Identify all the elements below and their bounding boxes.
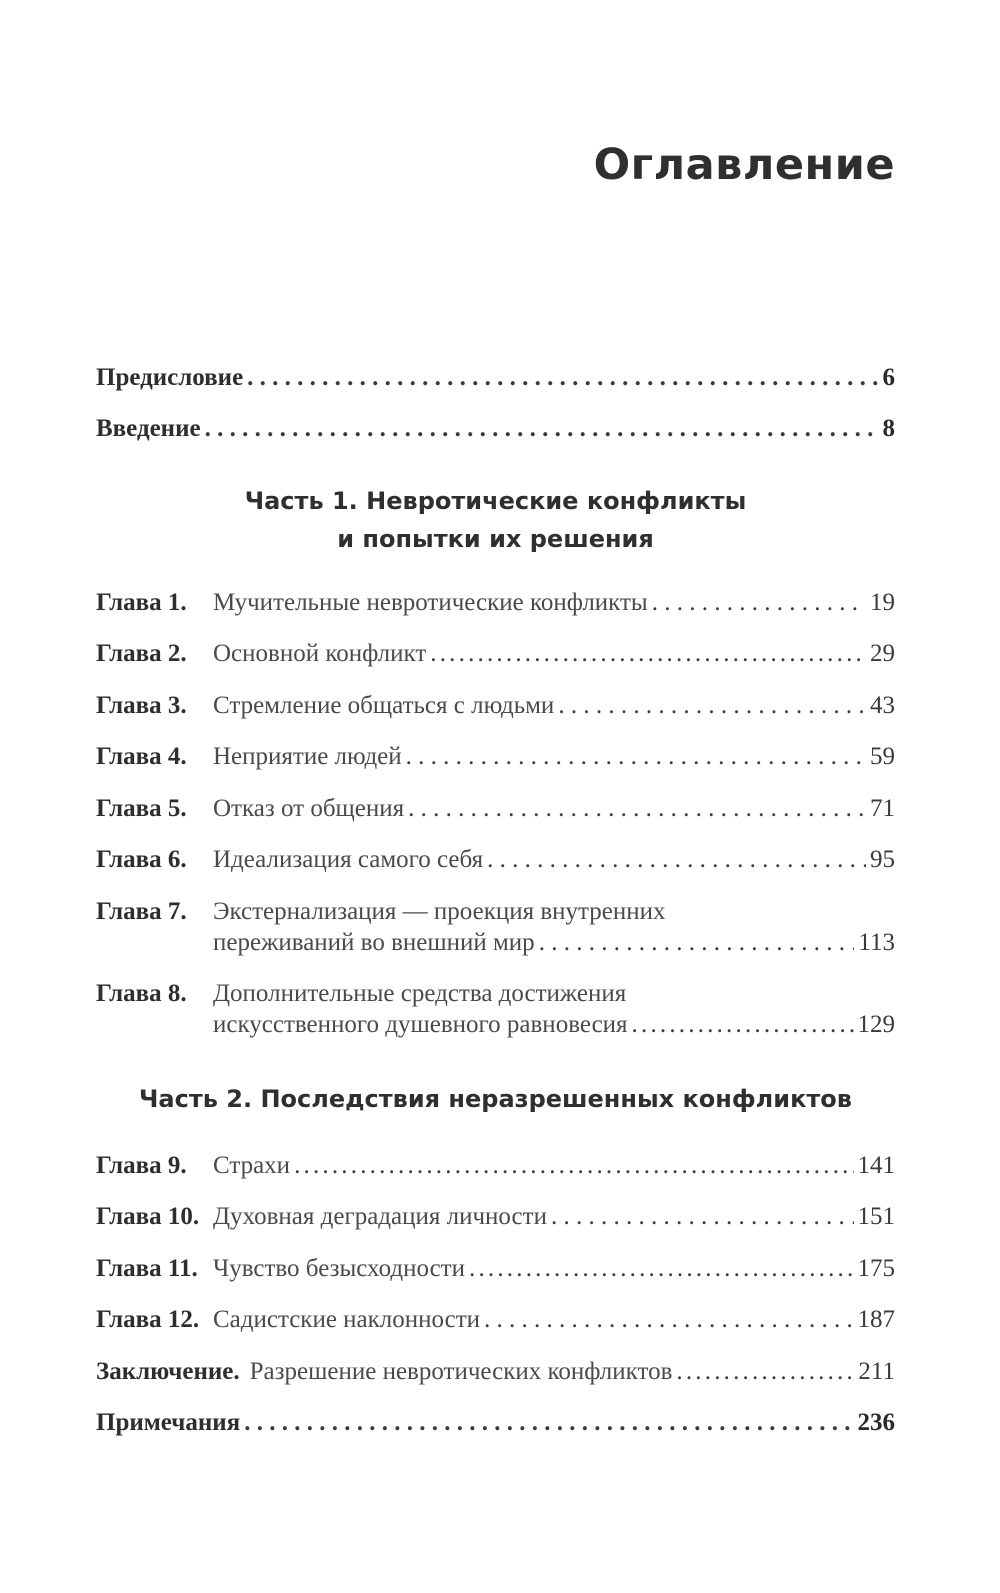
dot-leader [676,1356,854,1387]
chapter-label: Глава 6. [96,846,187,873]
dot-leader [205,413,879,444]
entry-label: Предисловие [96,364,244,391]
chapter-label: Глава 9. [96,1152,187,1179]
page-number: 19 [870,589,895,616]
chapter-title: Чувство безысходности [213,1255,465,1282]
page-number: 236 [857,1409,895,1436]
dot-leader [408,793,866,824]
chapter-title: Мучительные невротические конфликты [213,589,648,616]
chapter-title: Основной конфликт [213,640,427,667]
chapter-title: Дополнительные средства достижения [213,980,627,1007]
toc-entry-conclusion [96,1356,895,1387]
chapter-label: Глава 2. [96,640,187,667]
page-number: 129 [857,1011,895,1038]
chapter-label: Глава 4. [96,743,187,770]
toc-entry-chapter-10 [96,1201,895,1232]
chapter-title: Идеализация самого себя [213,846,484,873]
chapter-label: Глава 5. [96,795,187,822]
dot-leader [430,638,866,669]
page-number: 71 [870,795,895,822]
page-number: 151 [857,1203,895,1230]
chapter-label: Глава 3. [96,692,187,719]
toc-entry-preface [96,362,895,393]
entry-label: Заключение. [96,1358,240,1385]
part-1-heading [96,482,895,558]
toc-entry-chapter-4 [96,741,895,772]
toc-entry-introduction [96,413,895,444]
chapter-label: Глава 12. [96,1306,200,1333]
chapter-label: Глава 8. [96,980,187,1007]
page-title: Оглавление [593,140,895,190]
dot-leader [487,844,866,875]
dot-leader [469,1253,854,1284]
chapter-label: Глава 7. [96,898,187,925]
toc-entry-chapter-6 [96,844,895,875]
chapter-title: Экстернализация — проекция внутренних [213,898,666,925]
part-2-heading: Часть 2. Последствия неразрешенных конфликтов [139,1085,852,1113]
toc-entry-chapter-9 [96,1150,895,1181]
toc-entry-chapter-11 [96,1253,895,1284]
dot-leader [294,1150,853,1181]
toc-entry-chapter-1 [96,587,895,618]
dot-leader [484,1304,853,1335]
entry-label: Введение [96,415,201,442]
dot-leader [244,1407,853,1438]
toc-entry-chapter-3 [96,690,895,721]
toc-entry-chapter-12 [96,1304,895,1335]
chapter-title: Садистские наклонности [213,1306,481,1333]
chapter-title: Страхи [213,1152,291,1179]
toc-entry-notes [96,1407,895,1438]
conclusion-title: Разрешение невротических конфликтов [249,1358,673,1385]
dot-leader [652,587,866,618]
chapter-title-continued: переживаний во внешний мир [213,929,535,956]
chapter-label: Глава 10. [96,1203,200,1230]
toc-entry-chapter-5 [96,793,895,824]
page-number: 95 [870,846,895,873]
page-number: 6 [882,364,895,391]
page-number: 113 [858,929,895,956]
chapter-label: Глава 11. [96,1255,198,1282]
dot-leader [247,362,878,393]
entry-label: Примечания [96,1409,241,1436]
toc-entry-chapter-2 [96,638,895,669]
page-number: 141 [857,1152,895,1179]
page-number: 43 [870,692,895,719]
chapter-title: Неприятие людей [213,743,402,770]
part-1-heading-line-2: и попытки их решения [337,525,654,553]
chapter-title: Отказ от общения [213,795,405,822]
part-1-heading-line-1: Часть 1. Невротические конфликты [244,487,747,515]
page-number: 175 [857,1255,895,1282]
page-number: 8 [882,415,895,442]
dot-leader [551,1201,854,1232]
toc-entry-chapter-8 [96,978,895,1040]
chapter-title: Духовная деградация личности [213,1203,547,1230]
dot-leader [558,690,866,721]
page-number: 211 [858,1358,895,1385]
chapter-label: Глава 1. [96,589,187,616]
dot-leader [632,1009,854,1040]
page-number: 187 [857,1306,895,1333]
toc-entry-chapter-7 [96,896,895,958]
chapter-title: Стремление общаться с людьми [213,692,555,719]
page-number: 29 [870,640,895,667]
dot-leader [406,741,866,772]
dot-leader [539,927,855,958]
chapter-title-continued: искусственного душевного равновесия [213,1011,628,1038]
page-number: 59 [870,743,895,770]
